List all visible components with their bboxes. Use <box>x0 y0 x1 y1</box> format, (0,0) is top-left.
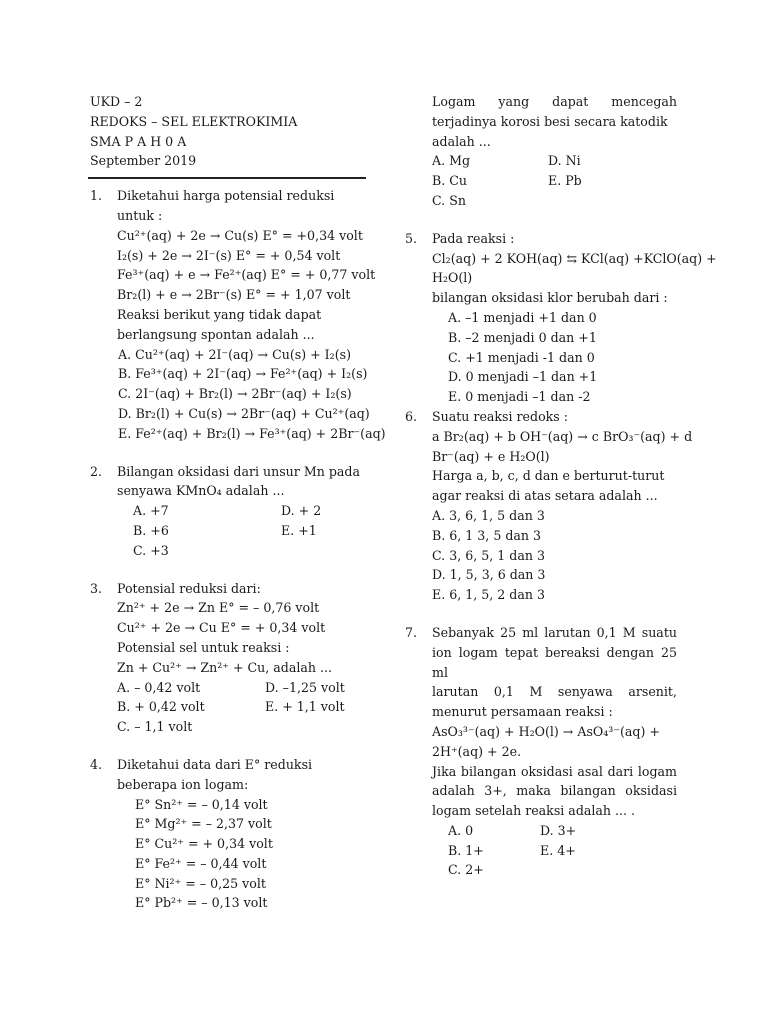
reaction-line: Br⁻(aq) + e H₂O(l) <box>432 448 550 464</box>
option-b[interactable]: B. 6, 1 3, 5 dan 3 <box>432 527 542 543</box>
question-6 <box>405 407 693 605</box>
option-b[interactable]: B. 1+ <box>448 842 484 858</box>
header <box>90 92 366 171</box>
option-e[interactable]: E. 6, 1, 5, 2 dan 3 <box>432 587 545 603</box>
question-prompt: logam setelah reaksi adalah ... . <box>432 803 636 819</box>
question-number: 7. <box>405 624 418 640</box>
question-prompt: terjadinya korosi besi secara katodik <box>432 113 668 129</box>
left-column <box>90 92 386 913</box>
question-1-options <box>118 345 386 444</box>
option-c[interactable]: C. 2+ <box>448 862 484 878</box>
option-e[interactable]: E. Pb <box>548 173 582 189</box>
potential-value: E° Pb²⁺ = – 0,13 volt <box>135 895 268 911</box>
exam-topic: REDOKS – SEL ELEKTROKIMIA <box>90 113 298 129</box>
option-a[interactable]: A. – 0,42 volt <box>117 679 201 695</box>
header-divider <box>88 177 366 179</box>
reaction-line: AsO₃³⁻(aq) + H₂O(l) → AsO₄³⁻(aq) + <box>432 723 660 739</box>
question-stem: menurut persamaan reaksi : <box>432 704 613 720</box>
option-a[interactable]: A. 3, 6, 1, 5 dan 3 <box>432 507 545 523</box>
question-4 <box>90 755 366 913</box>
option-d[interactable]: D. 0 menjadi –1 dan +1 <box>448 369 598 385</box>
option-c[interactable]: C. Sn <box>432 192 466 208</box>
question-stem: ion logam tepat bereaksi dengan 25 ml <box>432 644 677 680</box>
exam-code: UKD – 2 <box>90 94 143 109</box>
option-c[interactable]: C. 3, 6, 5, 1 dan 3 <box>432 547 545 563</box>
potential-value: E° Fe²⁺ = – 0,44 volt <box>135 855 267 871</box>
reaction-line: a Br₂(aq) + b OH⁻(aq) → c BrO₃⁻(aq) + d <box>432 428 693 444</box>
option-e[interactable]: E. Fe²⁺(aq) + Br₂(l) → Fe³⁺(aq) + 2Br⁻(aq) <box>118 425 386 441</box>
option-d[interactable]: D. 3+ <box>540 822 577 838</box>
question-prompt: adalah 3+, maka bilangan oksidasi <box>432 783 677 799</box>
question-stem: Diketahui data dari E° reduksi <box>117 756 313 772</box>
question-2 <box>90 462 366 561</box>
question-3 <box>90 579 366 737</box>
option-e[interactable]: E. 0 menjadi –1 dan -2 <box>448 389 591 405</box>
right-column <box>405 92 717 880</box>
question-prompt: agar reaksi di atas setara adalah ... <box>432 488 658 504</box>
question-stem: larutan 0,1 M senyawa arsenit, <box>432 684 677 700</box>
question-stem: Pada reaksi : <box>432 230 515 246</box>
option-a[interactable]: A. Mg <box>432 153 471 169</box>
option-a[interactable]: A. +7 <box>133 503 169 519</box>
potential-value: E° Mg²⁺ = – 2,37 volt <box>135 816 272 832</box>
reaction-line: Cl₂(aq) + 2 KOH(aq) ⇆ KCl(aq) +KClO(aq) + <box>432 250 717 266</box>
option-a[interactable]: A. 0 <box>448 822 474 838</box>
question-stem: senyawa KMnO₄ adalah ... <box>117 483 285 499</box>
reaction-line: I₂(s) + 2e → 2I⁻(s) E° = + 0,54 volt <box>117 247 341 263</box>
cell-reaction: Zn + Cu²⁺ → Zn²⁺ + Cu, adalah ... <box>117 659 333 675</box>
question-prompt: Reaksi berikut yang tidak dapat <box>117 306 322 322</box>
question-stem: Suatu reaksi redoks : <box>432 408 568 424</box>
option-b[interactable]: B. + 0,42 volt <box>117 699 205 715</box>
question-number: 6. <box>405 408 418 424</box>
question-prompt: adalah ... <box>432 133 491 149</box>
potential-value: E° Sn²⁺ = – 0,14 volt <box>135 796 268 812</box>
option-d[interactable]: D. Br₂(l) + Cu(s) → 2Br⁻(aq) + Cu²⁺(aq) <box>118 405 370 421</box>
option-b[interactable]: B. Cu <box>432 173 468 189</box>
reaction-line: 2H⁺(aq) + 2e. <box>432 743 522 759</box>
question-1 <box>90 186 376 344</box>
question-number: 1. <box>90 188 103 204</box>
option-c[interactable]: C. +3 <box>133 542 169 558</box>
option-c[interactable]: C. – 1,1 volt <box>117 719 193 735</box>
question-5 <box>405 229 717 407</box>
option-e[interactable]: E. + 1,1 volt <box>265 699 345 715</box>
potential-value: E° Cu²⁺ = + 0,34 volt <box>135 836 273 852</box>
question-prompt: Jika bilangan oksidasi asal dari logam <box>432 763 677 779</box>
option-d[interactable]: D. –1,25 volt <box>265 679 345 695</box>
option-c[interactable]: C. +1 menjadi -1 dan 0 <box>448 349 595 365</box>
option-d[interactable]: D. + 2 <box>281 503 322 519</box>
question-stem: Diketahui harga potensial reduksi <box>117 188 335 204</box>
school-name: SMA P A H 0 A <box>90 133 187 149</box>
question-prompt: Potensial sel untuk reaksi : <box>117 639 290 655</box>
option-d[interactable]: D. 1, 5, 3, 6 dan 3 <box>432 567 546 583</box>
question-stem: Bilangan oksidasi dari unsur Mn pada <box>117 463 360 479</box>
reaction-line: Cu²⁺(aq) + 2e → Cu(s) E° = +0,34 volt <box>117 227 363 243</box>
question-stem: Potensial reduksi dari: <box>117 580 261 596</box>
question-prompt: Logam yang dapat mencegah <box>432 94 677 109</box>
question-4-continued <box>405 92 677 211</box>
option-e[interactable]: E. +1 <box>281 522 317 538</box>
question-number: 5. <box>405 230 418 246</box>
question-stem: Sebanyak 25 ml larutan 0,1 M suatu <box>432 624 677 640</box>
option-d[interactable]: D. Ni <box>548 153 581 169</box>
reaction-line: Fe³⁺(aq) + e → Fe²⁺(aq) E° = + 0,77 volt <box>117 267 376 283</box>
question-7 <box>405 623 677 880</box>
question-number: 4. <box>90 756 103 772</box>
exam-date: September 2019 <box>90 153 197 169</box>
reaction-line: Br₂(l) + e → 2Br⁻(s) E° = + 1,07 volt <box>117 287 351 303</box>
option-a[interactable]: A. Cu²⁺(aq) + 2I⁻(aq) → Cu(s) + I₂(s) <box>118 346 351 362</box>
reaction-line: H₂O(l) <box>432 270 473 286</box>
question-stem: beberapa ion logam: <box>117 776 249 792</box>
question-stem: untuk : <box>117 207 163 223</box>
question-number: 3. <box>90 580 103 596</box>
reaction-line: Zn²⁺ + 2e → Zn E° = – 0,76 volt <box>117 600 320 616</box>
option-b[interactable]: B. –2 menjadi 0 dan +1 <box>448 329 597 345</box>
option-b[interactable]: B. +6 <box>133 522 169 538</box>
potential-value: E° Ni²⁺ = – 0,25 volt <box>135 875 266 891</box>
question-prompt: bilangan oksidasi klor berubah dari : <box>432 290 668 306</box>
option-e[interactable]: E. 4+ <box>540 842 576 858</box>
option-b[interactable]: B. Fe³⁺(aq) + 2I⁻(aq) → Fe²⁺(aq) + I₂(s) <box>118 366 368 382</box>
option-a[interactable]: A. –1 menjadi +1 dan 0 <box>448 309 597 325</box>
question-number: 2. <box>90 463 103 479</box>
reaction-line: Cu²⁺ + 2e → Cu E° = + 0,34 volt <box>117 620 326 636</box>
question-prompt: berlangsung spontan adalah ... <box>117 326 315 342</box>
question-prompt: Harga a, b, c, d dan e berturut-turut <box>432 468 665 484</box>
option-c[interactable]: C. 2I⁻(aq) + Br₂(l) → 2Br⁻(aq) + I₂(s) <box>118 386 352 402</box>
